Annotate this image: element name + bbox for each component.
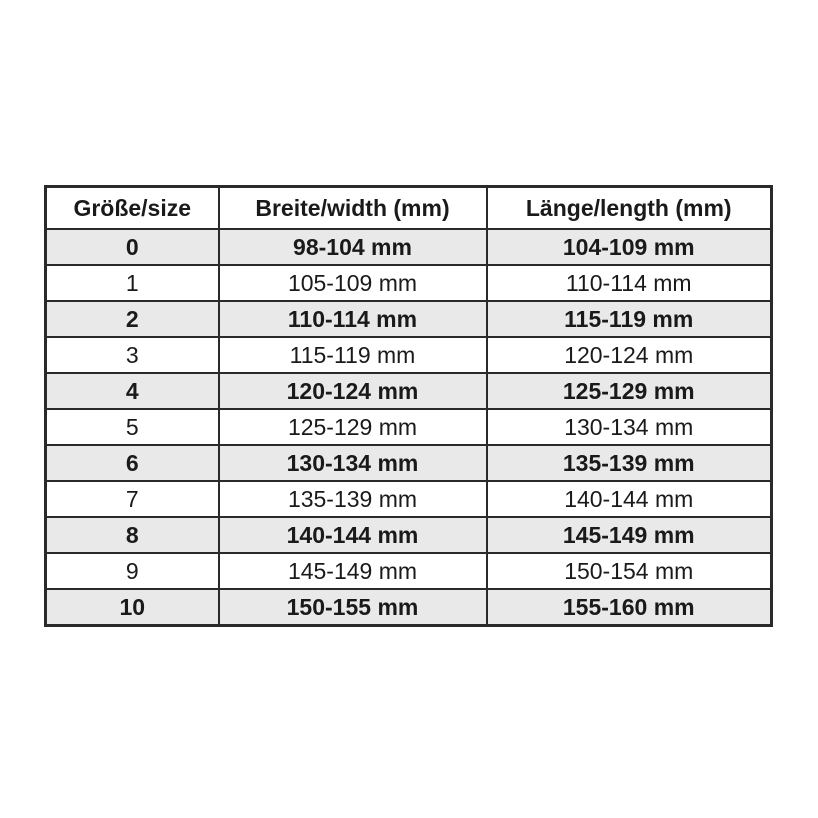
size-cell: 4 — [46, 373, 219, 409]
table-row — [46, 373, 772, 409]
length-cell: 155-160 mm — [487, 589, 772, 626]
length-cell: 150-154 mm — [487, 553, 772, 589]
table-row — [46, 229, 772, 265]
size-cell: 0 — [46, 229, 219, 265]
header-size: Größe/size — [46, 187, 219, 230]
length-cell: 120-124 mm — [487, 337, 772, 373]
width-cell: 105-109 mm — [219, 265, 487, 301]
header-width: Breite/width (mm) — [219, 187, 487, 230]
size-cell: 9 — [46, 553, 219, 589]
table-row — [46, 301, 772, 337]
width-cell: 135-139 mm — [219, 481, 487, 517]
length-cell: 125-129 mm — [487, 373, 772, 409]
table-row — [46, 265, 772, 301]
header-row — [46, 187, 772, 230]
table-row — [46, 481, 772, 517]
size-cell: 1 — [46, 265, 219, 301]
size-cell: 6 — [46, 445, 219, 481]
width-cell: 125-129 mm — [219, 409, 487, 445]
table-row — [46, 589, 772, 626]
width-cell: 130-134 mm — [219, 445, 487, 481]
size-cell: 7 — [46, 481, 219, 517]
table-header — [46, 187, 772, 230]
size-cell: 5 — [46, 409, 219, 445]
length-cell: 110-114 mm — [487, 265, 772, 301]
width-cell: 110-114 mm — [219, 301, 487, 337]
table-row — [46, 553, 772, 589]
size-cell: 10 — [46, 589, 219, 626]
width-cell: 120-124 mm — [219, 373, 487, 409]
width-cell: 150-155 mm — [219, 589, 487, 626]
table-body — [46, 229, 772, 626]
length-cell: 104-109 mm — [487, 229, 772, 265]
width-cell: 145-149 mm — [219, 553, 487, 589]
length-cell: 135-139 mm — [487, 445, 772, 481]
length-cell: 140-144 mm — [487, 481, 772, 517]
length-cell: 115-119 mm — [487, 301, 772, 337]
width-cell: 115-119 mm — [219, 337, 487, 373]
size-cell: 2 — [46, 301, 219, 337]
table-row — [46, 409, 772, 445]
length-cell: 130-134 mm — [487, 409, 772, 445]
size-chart-table — [44, 185, 773, 627]
table-row — [46, 445, 772, 481]
width-cell: 140-144 mm — [219, 517, 487, 553]
width-cell: 98-104 mm — [219, 229, 487, 265]
length-cell: 145-149 mm — [487, 517, 772, 553]
header-length: Länge/length (mm) — [487, 187, 772, 230]
size-cell: 8 — [46, 517, 219, 553]
table-row — [46, 517, 772, 553]
size-cell: 3 — [46, 337, 219, 373]
table-row — [46, 337, 772, 373]
